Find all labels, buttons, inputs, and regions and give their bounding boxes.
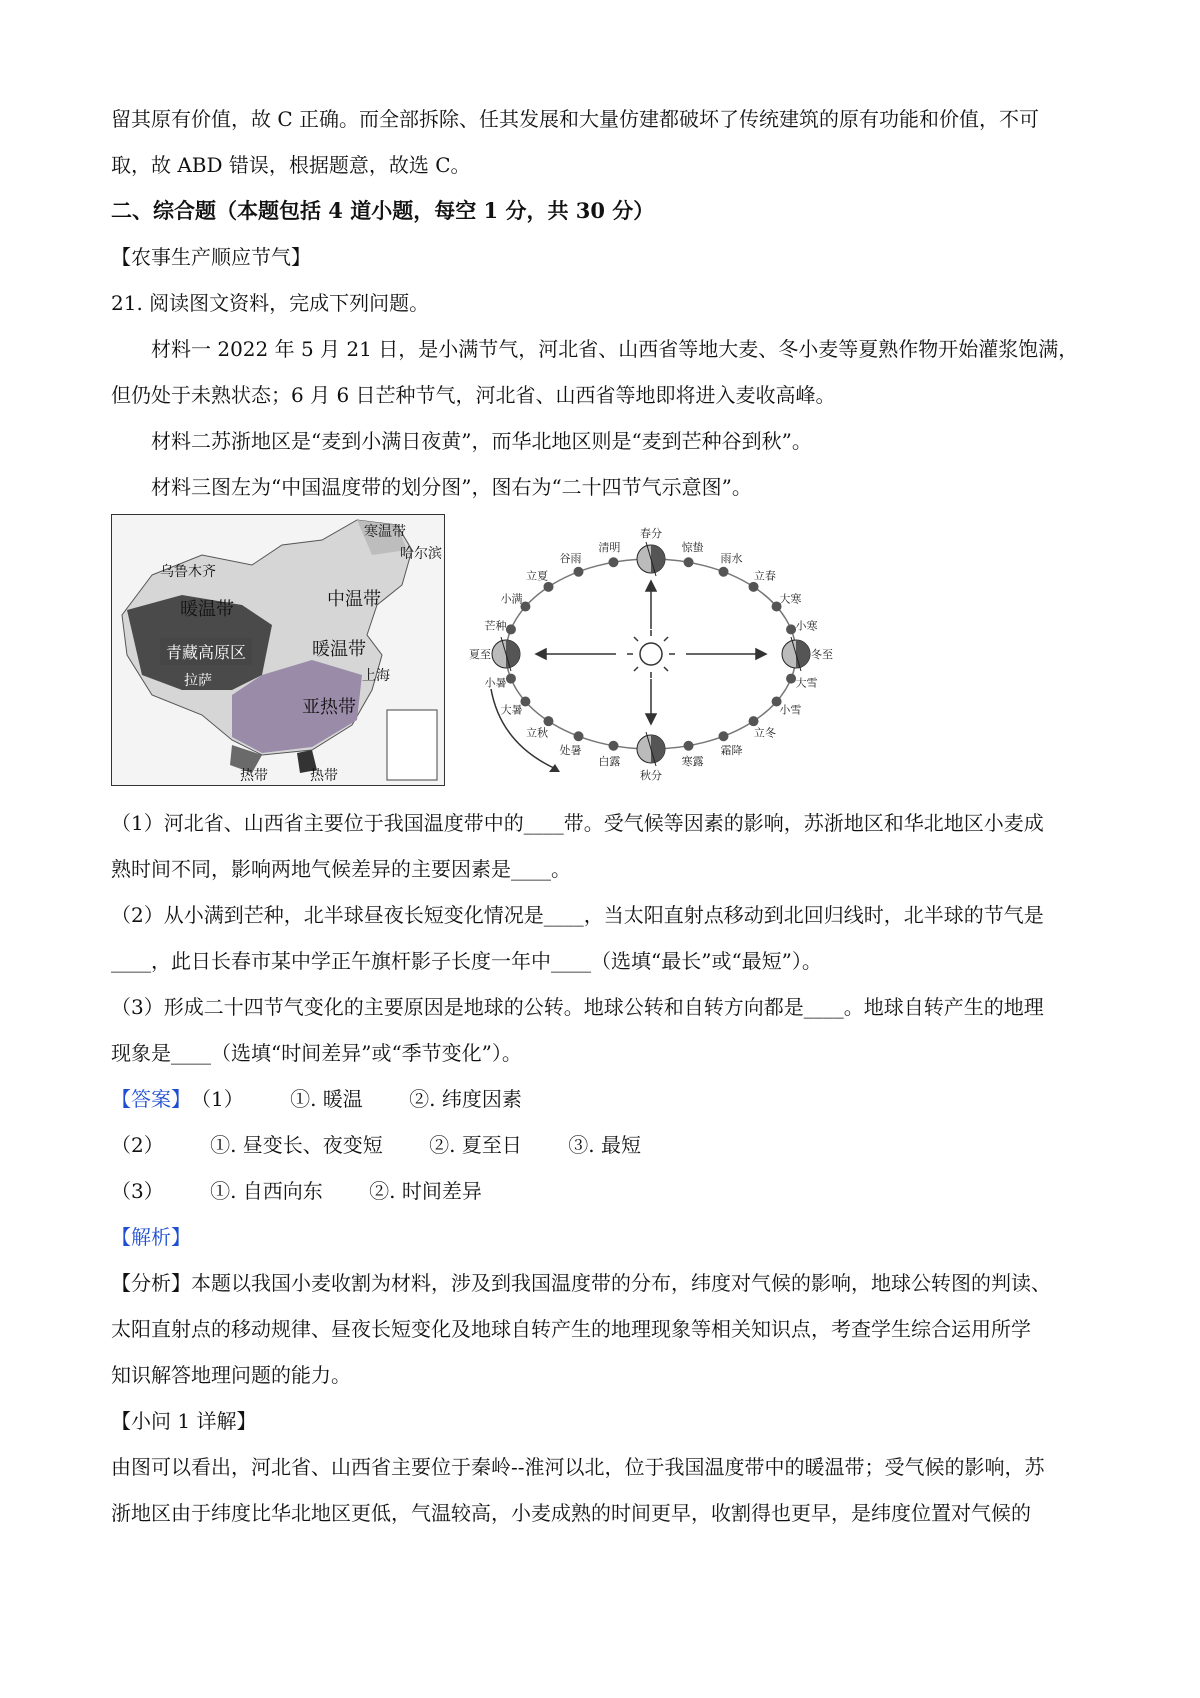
question-1-line-1: （1）河北省、山西省主要位于我国温度带中的____带。受气候等因素的影响，苏浙地区和华北地区小麦成 bbox=[111, 811, 1044, 835]
map-label-plateau: 青藏高原区 bbox=[160, 638, 252, 665]
map-label-mid-temperate: 中温带 bbox=[327, 589, 381, 610]
solar-term-label: 霜降 bbox=[720, 744, 743, 758]
intro-line-1: 留其原有价值，故 C 正确。而全部拆除、任其发展和大量仿建都破坏了传统建筑的原有功能和价值，不可 bbox=[111, 107, 1040, 131]
answer-2-c: ③. 最短 bbox=[568, 1133, 641, 1157]
solar-term-label: 小满 bbox=[500, 592, 523, 606]
map-label-lhasa: 拉萨 bbox=[184, 673, 212, 689]
answer-row-3 bbox=[111, 1168, 1101, 1214]
orbit-svg bbox=[456, 514, 841, 794]
earth-winter-solstice-icon bbox=[782, 637, 810, 671]
figure-row bbox=[111, 514, 1101, 794]
map-label-north: 寒温带 bbox=[364, 524, 406, 540]
solar-term-label: 夏至 bbox=[469, 648, 491, 661]
orbit-term-dot bbox=[506, 674, 516, 684]
solar-term-label: 小暑 bbox=[484, 676, 507, 690]
map-label-harbin: 哈尔滨 bbox=[400, 546, 442, 562]
earth-autumn-equinox-icon bbox=[637, 732, 665, 766]
answer-1-a: ①. 暖温 bbox=[290, 1087, 363, 1111]
orbit-term-dot bbox=[608, 741, 618, 751]
question-2-line-2: ____，此日长春市某中学正午旗杆影子长度一年中____（选填“最长”或“最短”）。 bbox=[111, 949, 822, 973]
analysis-line-1: 【分析】本题以我国小麦收割为材料，涉及到我国温度带的分布，纬度对气候的影响，地球公转图的判读、 bbox=[111, 1271, 1051, 1295]
solar-term-label: 立夏 bbox=[526, 569, 549, 583]
map-label-warm-temperate-east: 暖温带 bbox=[312, 639, 366, 660]
orbit-term-dot bbox=[608, 557, 618, 567]
detail-line-1: 由图可以看出，河北省、山西省主要位于秦岭--淮河以北，位于我国温度带中的暖温带；受气候的影响，苏 bbox=[111, 1455, 1045, 1479]
intro-line-2: 取，故 ABD 错误，根据题意，故选 C。 bbox=[111, 153, 471, 177]
map-label-tropical-left: 热带 bbox=[240, 768, 268, 784]
solar-term-label: 春分 bbox=[640, 527, 662, 540]
orbit-term-dot bbox=[719, 567, 729, 577]
analysis-line-2: 太阳直射点的移动规律、昼夜长短变化及地球自转产生的地理现象等相关知识点，考查学生综合运用所学 bbox=[111, 1317, 1031, 1341]
analysis-label: 【解析】 bbox=[111, 1225, 191, 1249]
material-2: 材料二苏浙地区是“麦到小满日夜黄”，而华北地区则是“麦到芒种谷到秋”。 bbox=[151, 429, 812, 453]
orbit-term-dot bbox=[749, 716, 759, 726]
section-title: 二、综合题（本题包括 4 道小题，每空 1 分，共 30 分） bbox=[111, 198, 655, 223]
orbit-term-dot bbox=[749, 582, 759, 592]
answer-1-num: （1） bbox=[191, 1087, 244, 1111]
map-label-tropical-right: 热带 bbox=[310, 768, 338, 784]
detail-line-2: 浙地区由于纬度比华北地区更低，气温较高，小麦成熟的时间更早，收割得也更早，是纬度位置对气候的 bbox=[111, 1501, 1031, 1525]
material-3: 材料三图左为“中国温度带的划分图”，图右为“二十四节气示意图”。 bbox=[151, 475, 752, 499]
orbit-term-dot bbox=[543, 716, 553, 726]
solar-term-label: 白露 bbox=[598, 755, 621, 769]
solar-term-label: 立秋 bbox=[526, 726, 549, 740]
map-label-subtropical: 亚热带 bbox=[302, 697, 356, 718]
answer-2-a: ①. 昼变长、夜变短 bbox=[210, 1133, 383, 1157]
question-stem: 21. 阅读图文资料，完成下列问题。 bbox=[111, 291, 430, 315]
solar-terms-diagram bbox=[456, 514, 841, 794]
detail-label: 【小问 1 详解】 bbox=[111, 1409, 257, 1433]
temperature-zone-map bbox=[111, 514, 445, 786]
orbit-term-dot bbox=[574, 731, 584, 741]
answer-3-a: ①. 自西向东 bbox=[210, 1179, 323, 1203]
material-1-line-1: 材料一 2022 年 5 月 21 日，是小满节气，河北省、山西省等地大麦、冬小麦等夏熟作物开始灌浆饱满， bbox=[151, 337, 1079, 361]
earth-spring-equinox-icon bbox=[637, 542, 665, 576]
solar-term-label: 大雪 bbox=[795, 676, 818, 690]
earth-summer-solstice-icon bbox=[492, 637, 520, 671]
question-2-line-1: （2）从小满到芒种，北半球昼夜长短变化情况是____，当太阳直射点移动到北回归线时，北半球的节气是 bbox=[111, 903, 1044, 927]
solar-term-label: 冬至 bbox=[811, 648, 833, 661]
topic-heading: 【农事生产顺应节气】 bbox=[111, 245, 311, 269]
solar-term-label: 惊蛰 bbox=[681, 540, 704, 554]
solar-term-label: 谷雨 bbox=[559, 551, 582, 565]
answer-2-b: ②. 夏至日 bbox=[429, 1133, 522, 1157]
orbit-term-dot bbox=[506, 624, 516, 634]
answer-label: 【答案】 bbox=[111, 1087, 191, 1111]
question-1-line-2: 熟时间不同，影响两地气候差异的主要因素是____。 bbox=[111, 857, 571, 881]
solar-term-label: 秋分 bbox=[640, 769, 662, 782]
sun-icon bbox=[627, 630, 675, 678]
solar-term-label: 小雪 bbox=[779, 703, 802, 717]
rotation-arrowhead bbox=[549, 764, 560, 772]
orbit-term-dot bbox=[719, 731, 729, 741]
answer-1-b: ②. 纬度因素 bbox=[409, 1087, 522, 1111]
map-label-warm-temperate-west: 暖温带 bbox=[180, 599, 234, 620]
solar-term-label: 芒种 bbox=[484, 619, 507, 633]
solar-term-label: 立冬 bbox=[753, 726, 776, 740]
answer-2-num: （2） bbox=[111, 1133, 164, 1157]
solar-term-label: 清明 bbox=[598, 540, 621, 554]
question-3-line-1: （3）形成二十四节气变化的主要原因是地球的公转。地球公转和自转方向都是____。地球自转产生的地理 bbox=[111, 995, 1044, 1019]
answer-3-b: ②. 时间差异 bbox=[369, 1179, 482, 1203]
solar-term-label: 立春 bbox=[753, 569, 776, 583]
solar-term-label: 大寒 bbox=[779, 592, 802, 606]
analysis-line-3: 知识解答地理问题的能力。 bbox=[111, 1363, 351, 1387]
orbit-term-dot bbox=[684, 741, 694, 751]
orbit-term-dot bbox=[684, 557, 694, 567]
orbit-term-dot bbox=[574, 567, 584, 577]
question-3-line-2: 现象是____（选填“时间差异”或“季节变化”）。 bbox=[111, 1041, 522, 1065]
orbit-term-dot bbox=[543, 582, 553, 592]
answer-row-2 bbox=[111, 1122, 1101, 1168]
map-label-urumqi: 乌鲁木齐 bbox=[160, 564, 216, 580]
solar-term-label: 处暑 bbox=[559, 744, 582, 758]
material-1-line-2: 但仍处于未熟状态；6 月 6 日芒种节气，河北省、山西省等地即将进入麦收高峰。 bbox=[111, 383, 836, 407]
map-label-shanghai: 上海 bbox=[362, 668, 390, 684]
solar-term-label: 小寒 bbox=[795, 619, 818, 633]
solar-term-label: 大暑 bbox=[500, 703, 523, 717]
answer-3-num: （3） bbox=[111, 1179, 164, 1203]
document-page bbox=[111, 96, 1101, 1536]
solar-term-label: 雨水 bbox=[720, 551, 743, 565]
answer-row-1 bbox=[111, 1076, 1101, 1122]
solar-term-label: 寒露 bbox=[681, 755, 704, 769]
